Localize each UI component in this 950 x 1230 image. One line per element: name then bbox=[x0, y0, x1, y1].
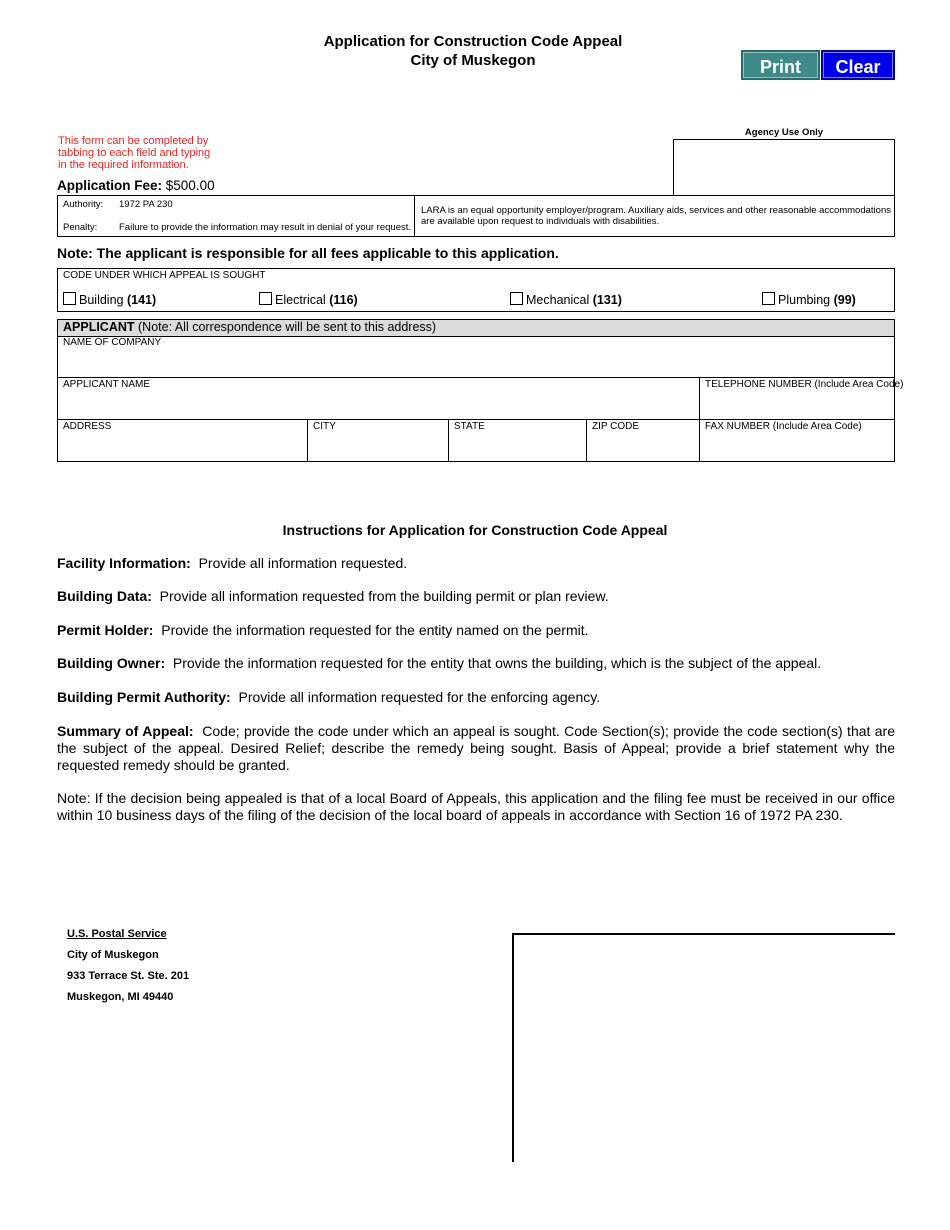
checkbox-icon[interactable] bbox=[63, 292, 76, 305]
form-hint: This form can be completed by tabbing to each field and typing in the required information. bbox=[58, 135, 211, 171]
form-title: Application for Construction Code Appeal bbox=[323, 33, 623, 50]
company-field[interactable] bbox=[63, 352, 888, 374]
code-section-heading: CODE UNDER WHICH APPEAL IS SOUGHT bbox=[63, 270, 266, 281]
company-label: NAME OF COMPANY bbox=[63, 337, 162, 348]
row-divider bbox=[57, 377, 895, 378]
authority-label: Authority: bbox=[63, 199, 104, 210]
instruction-item: Building Data: Provide all information requested from the building permit or plan review. bbox=[57, 588, 609, 604]
print-button[interactable]: Print bbox=[741, 50, 820, 80]
lara-statement: LARA is an equal opportunity employer/program. Auxiliary aids, services and other reasonable accommodations are available upon request to individuals with disabilities. bbox=[421, 205, 891, 227]
mechanical-checkbox[interactable]: Mechanical (131) bbox=[510, 292, 622, 307]
address-field[interactable] bbox=[63, 436, 303, 458]
mailing-line-3: Muskegon, MI 49440 bbox=[67, 991, 174, 1003]
mailing-line-2: 933 Terrace St. Ste. 201 bbox=[67, 970, 190, 982]
zip-label: ZIP CODE bbox=[592, 421, 640, 432]
column-divider bbox=[586, 419, 587, 462]
column-divider bbox=[448, 419, 449, 462]
fax-label: FAX NUMBER (Include Area Code) bbox=[705, 421, 862, 432]
instruction-item: Permit Holder: Provide the information requested for the entity named on the permit. bbox=[57, 622, 589, 638]
checkbox-icon[interactable] bbox=[510, 292, 523, 305]
telephone-field[interactable] bbox=[705, 394, 890, 416]
state-field[interactable] bbox=[454, 436, 582, 458]
penalty-label: Penalty: bbox=[63, 222, 98, 233]
application-fee: Application Fee: $500.00 bbox=[57, 178, 215, 193]
city-label: CITY bbox=[313, 421, 336, 432]
building-checkbox[interactable]: Building (141) bbox=[63, 292, 156, 307]
authority-divider bbox=[414, 195, 415, 237]
applicant-name-field[interactable] bbox=[63, 394, 693, 416]
row-divider bbox=[57, 419, 895, 420]
authority-value: 1972 PA 230 bbox=[119, 199, 173, 210]
plumbing-checkbox[interactable]: Plumbing (99) bbox=[762, 292, 856, 307]
address-label: ADDRESS bbox=[63, 421, 112, 432]
mailing-line-1: City of Muskegon bbox=[67, 949, 159, 961]
instruction-item: Building Owner: Provide the information requested for the entity that owns the building, which is the subject of the appeal. bbox=[57, 655, 822, 671]
applicant-heading: APPLICANT (Note: All correspondence will be sent to this address) bbox=[63, 320, 437, 334]
postal-service-label: U.S. Postal Service bbox=[67, 928, 167, 940]
applicant-name-label: APPLICANT NAME bbox=[63, 379, 151, 390]
checkbox-icon[interactable] bbox=[259, 292, 272, 305]
telephone-label: TELEPHONE NUMBER (Include Area Code) bbox=[705, 379, 904, 390]
fax-field[interactable] bbox=[705, 436, 890, 458]
instructions-title: Instructions for Application for Construction Code Appeal bbox=[282, 522, 668, 538]
form-subtitle: City of Muskegon bbox=[410, 52, 536, 69]
responsibility-note: Note: The applicant is responsible for all fees applicable to this application. bbox=[57, 245, 559, 261]
penalty-value: Failure to provide the information may result in denial of your request. bbox=[119, 222, 412, 233]
closing-note: Note: If the decision being appealed is that of a local Board of Appeals, this application and the filing fee must be received in our office within 10 business days of the filing of the decision of the local board of appeals in accordance with Section 16 of 1972 PA 230. bbox=[57, 790, 895, 823]
agency-use-field bbox=[673, 139, 895, 196]
agency-use-label: Agency Use Only bbox=[744, 127, 824, 138]
instruction-item: Facility Information: Provide all information requested. bbox=[57, 555, 408, 571]
checkbox-icon[interactable] bbox=[762, 292, 775, 305]
clear-button[interactable]: Clear bbox=[821, 50, 895, 80]
zip-field[interactable] bbox=[592, 436, 694, 458]
instruction-item: Summary of Appeal: Code; provide the code under which an appeal is sought. Code Section(s); provide the code section(s) that are the subject of the appeal. Desired Relief; describe the remedy being sought. Basis of Appeal; provide a brief statement why the requested remedy should be granted. bbox=[57, 723, 895, 773]
frame-left-line bbox=[512, 933, 514, 1162]
column-divider bbox=[307, 419, 308, 462]
city-field[interactable] bbox=[313, 436, 443, 458]
electrical-checkbox[interactable]: Electrical (116) bbox=[259, 292, 358, 307]
frame-top-line bbox=[512, 933, 895, 935]
state-label: STATE bbox=[454, 421, 485, 432]
instruction-item: Building Permit Authority: Provide all information requested for the enforcing agency. bbox=[57, 689, 601, 705]
